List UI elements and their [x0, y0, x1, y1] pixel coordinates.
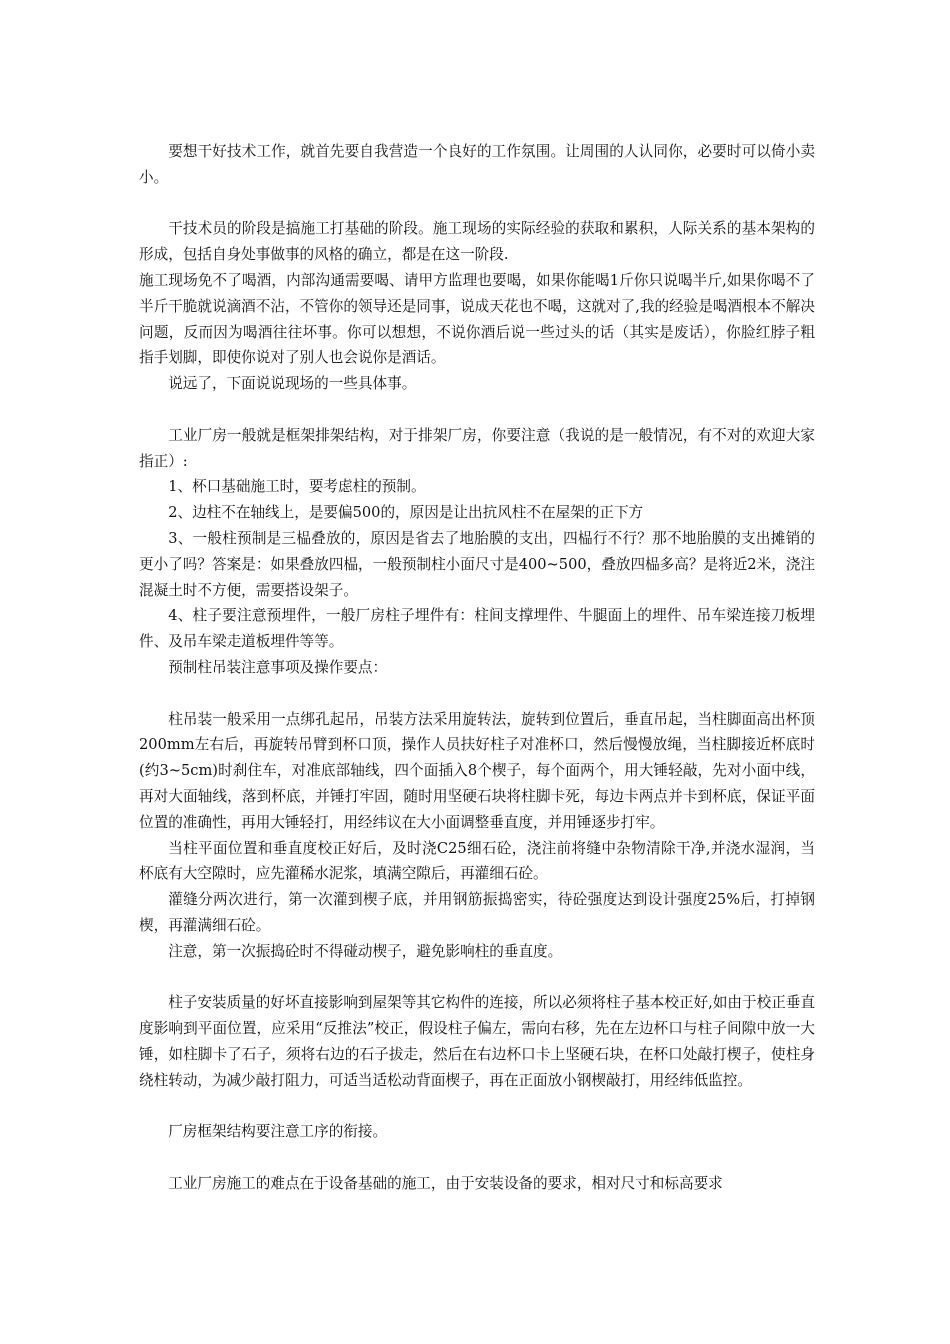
paragraph-grouting: 当柱平面位置和垂直度校正好后，及时浇C25细石砼，浇注前将缝中杂物清除干净,并浇水湿润，当杯底有大空隙时，应先灌稀水泥浆，填满空隙后，再灌细石砼。 [139, 839, 815, 883]
paragraph-drinking: 施工现场免不了喝酒，内部沟通需要喝、请甲方监理也要喝，如果你能喝1斤你只说喝半斤,如果你喝不了半斤干脆就说滴酒不沾，不管你的领导还是同事，说成天花也不喝，这就对了,我的经验是喝酒根本不解决问题，反而因为喝酒往往坏事。你可以想想，不说你酒后说一些过头的话（其实是废话），你脸红脖子粗指手划脚，即使你说对了别人也会说你是酒话。 [139, 271, 815, 367]
paragraph-frame-sequence: 厂房框架结构要注意工序的衔接。 [168, 1123, 388, 1141]
paragraph-work-atmosphere: 要想干好技术工作，就首先要自我营造一个良好的工作氛围。让周围的人认同你，必要时可以倚小卖小。 [139, 143, 815, 186]
list-item-4: 4、柱子要注意预埋件，一般厂房柱子埋件有：柱间支撑埋件、牛腿面上的埋件、吊车梁连接刀板埋件、及吊车梁走道板埋件等等。 [139, 607, 815, 651]
list-item-2: 2、边柱不在轴线上，是要偏500的，原因是让出抗风柱不在屋架的正下方 [168, 504, 644, 522]
paragraph-digression: 说远了，下面说说现场的一些具体事。 [168, 375, 417, 393]
paragraph-equipment-foundation: 工业厂房施工的难点在于设备基础的施工，由于安装设备的要求，相对尺寸和标高要求 [168, 1174, 723, 1192]
paragraph-installation-quality: 柱子安装质量的好坏直接影响到屋架等其它构件的连接，所以必须将柱子基本校正好,如由于校正垂直度影响到平面位置，应采用“反推法”校正，假设柱子偏左，需向右移，先在左边杯口与柱子间隙中放一大锤，如柱脚卡了石子，须将右边的石子拔走，然后在右边杯口卡上坚硬石块，在杯口处敲打楔子，使柱身绕柱转动，为减少敲打阻力，可适当适松动背面楔子，再在正面放小钢楔敲打，用经纬低监控。 [139, 994, 815, 1089]
paragraph-gap [139, 1145, 815, 1171]
paragraph-gap [139, 397, 815, 423]
section-heading-column-hoisting: 预制柱吊装注意事项及操作要点： [168, 658, 388, 676]
paragraph-gap [139, 1093, 815, 1119]
paragraph-technician-stage: 干技术员的阶段是搞施工打基础的阶段。施工现场的实际经验的获取和累积，人际关系的基本架构的形成，包括自身处事做事的风格的确立，都是在这一阶段. [139, 220, 815, 264]
paragraph-gap [139, 965, 815, 991]
paragraph-note: 注意，第一次振捣砼时不得碰动楔子，避免影响柱的垂直度。 [168, 942, 563, 960]
list-item-3: 3、一般柱预制是三榀叠放的，原因是省去了地胎膜的支出，四榀行不行？那不地胎膜的支出摊销的更小了吗？答案是：如果叠放四榀，一般预制柱小面尺寸是400~500，叠放四榀多高？是将近2米，浇注混凝土时不方便，需要搭设架子。 [139, 529, 815, 599]
list-item-1: 1、杯口基础施工时，要考虑柱的预制。 [168, 478, 426, 496]
paragraph-gap [139, 681, 815, 707]
paragraph-gap [139, 191, 815, 217]
paragraph-bent-frame-intro: 工业厂房一般就是框架排架结构，对于排架厂房，你要注意（我说的是一般情况，有不对的欢迎大家指正）: [139, 426, 815, 470]
paragraph-hoisting-method: 柱吊装一般采用一点绑孔起吊，吊装方法采用旋转法，旋转到位置后，垂直吊起，当柱脚面高出杯顶200mm左右后，再旋转吊臂到杯口顶，操作人员扶好柱子对准杯口，然后慢慢放绳，当柱脚接近杯底时(约3~5cm)时刹住车，对准底部轴线，四个面插入8个楔子，每个面两个，用大锤轻敲，先对小面中线，再对大面轴线，落到杯底，并锤打牢固，随时用坚硬石块将柱脚卡死，每边卡两点并卡到杯底，保证平面位置的准确性，再用大锤轻打，用经纬议在大小面调整垂直度，并用锤逐步打牢。 [139, 710, 815, 831]
paragraph-two-stage-grouting: 灌缝分两次进行，第一次灌到楔子底，并用钢筋振捣密实，待砼强度达到设计强度25%后，打掉钢楔，再灌满细石砼。 [139, 891, 815, 934]
document-page [139, 139, 815, 1197]
